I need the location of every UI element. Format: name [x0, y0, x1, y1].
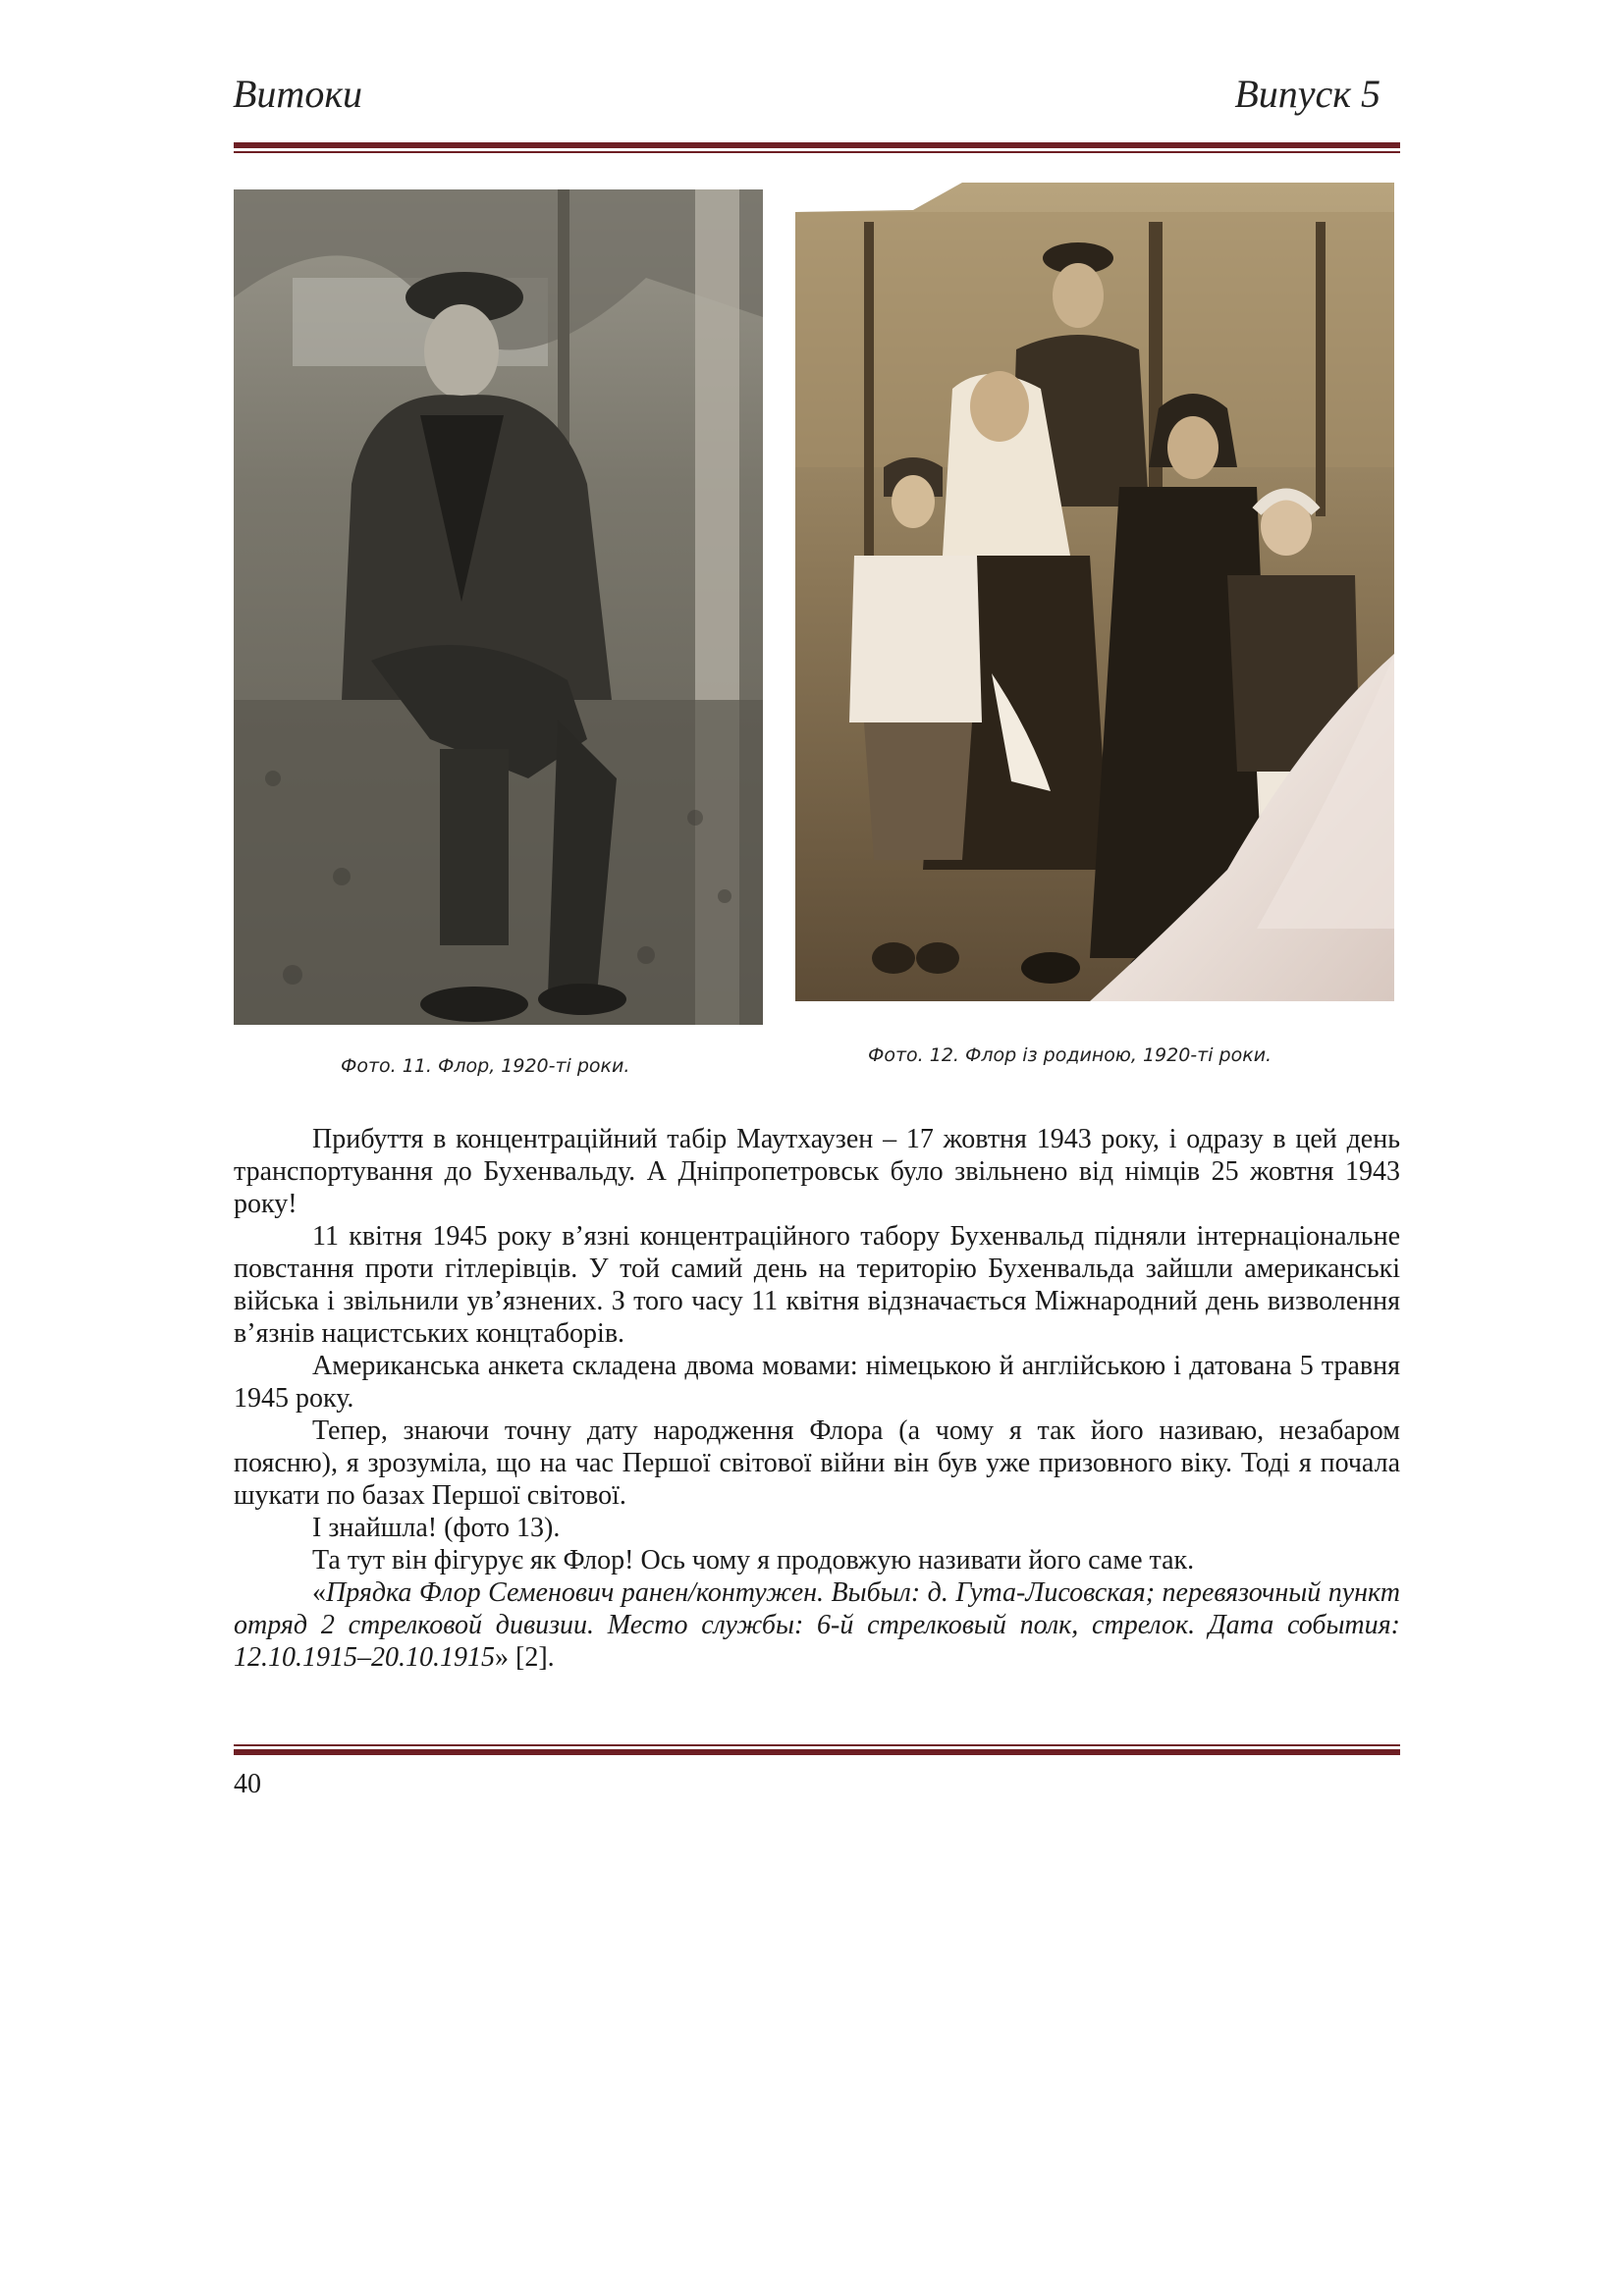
paragraph: Тепер, знаючи точну дату народження Флора (а чому я так його називаю, незабаром поясню), я зрозуміла, що на час Першої світової війни він був уже призовного віку. Тоді я почала шукати по базах Першої світової. — [234, 1415, 1400, 1511]
journal-title: Витоки — [233, 72, 363, 116]
photo-11-caption: Фото. 11. Флор, 1920-ті роки. — [341, 1055, 630, 1077]
quote-open: « — [312, 1577, 326, 1608]
paragraph: Та тут він фігурує як Флор! Ось чому я продовжую називати його саме так. — [312, 1545, 1195, 1575]
paragraph: 11 квітня 1945 року в’язні концентраційного табору Бухенвальд підняли інтернаціональне повстання проти гітлерівців. У той самий день на територію Бухенвальда зайшли американські війська і звільнили ув’язнених. З того часу 11 квітня відзначається Міжнародний день визволення в’язнів нацистських концтаборів. — [234, 1221, 1400, 1349]
quote-tail: » [2]. — [495, 1642, 555, 1673]
photo-flor-portrait — [234, 189, 763, 1025]
footer-rule — [234, 1744, 1400, 1755]
quote-text: Прядка Флор Семенович ранен/контужен. Выбыл: д. Гута-Лисовская; перевязочный пункт отряд 2 стрелковой дивизии. Место службы: 6-й стрелковый полк, стрелок. Дата события: 12.10.1915–20.10.1915 — [234, 1577, 1400, 1673]
header-rule — [234, 142, 1400, 153]
quote-paragraph — [234, 1576, 1400, 1674]
issue-label: Випуск 5 — [1234, 72, 1380, 116]
paragraph: Американська анкета складена двома мовами: німецькою й англійською і датована 5 травня 1945 року. — [234, 1351, 1400, 1414]
photo-flor-family — [795, 183, 1394, 1001]
photo-12-caption: Фото. 12. Флор із родиною, 1920-ті роки. — [868, 1044, 1272, 1066]
paragraph: Прибуття в концентраційний табір Маутхаузен – 17 жовтня 1943 року, і одразу в цей день транспортування до Бухенвальду. А Дніпропетровськ було звільнено від німців 25 жовтня 1943 року! — [234, 1124, 1400, 1219]
paragraph: І знайшла! (фото 13). — [312, 1513, 561, 1543]
body-text — [234, 1123, 1400, 1674]
page-number: 40 — [234, 1769, 261, 1799]
